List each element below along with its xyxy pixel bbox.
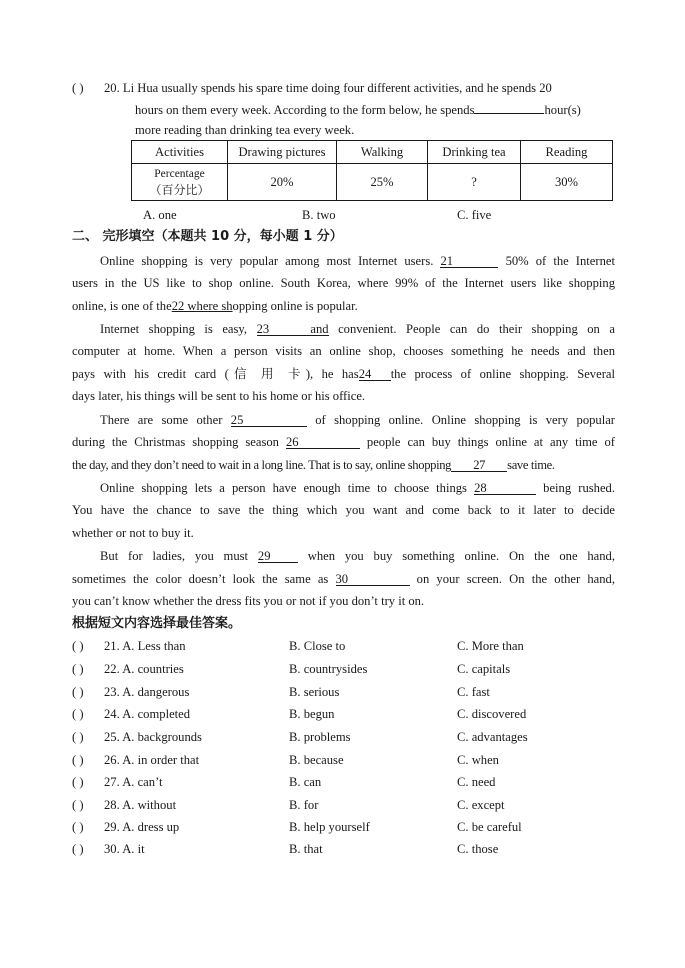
blank-23[interactable]: 23 and [256, 322, 329, 336]
passage-p3-line-3 [72, 457, 555, 473]
table-cell: 20% [228, 164, 337, 201]
option-c[interactable]: C. except [457, 798, 505, 812]
q20-option-a[interactable]: A. one [143, 208, 177, 222]
option-a[interactable]: 21. A. Less than [104, 639, 186, 653]
table-header-cell: Reading [521, 141, 613, 164]
option-c[interactable]: C. advantages [457, 730, 528, 744]
passage-p2-line-1 [100, 321, 615, 337]
passage-text: on your screen. On the other hand, [416, 572, 615, 586]
table-header-cell: Walking [337, 141, 428, 164]
answer-bracket[interactable]: ( ) [72, 798, 84, 812]
option-b[interactable]: B. begun [289, 707, 335, 721]
option-c[interactable]: C. need [457, 775, 496, 789]
passage-text: online, is one of the [72, 299, 172, 313]
passage-p5-line-3: you can’t know whether the dress fits you or not if you don’t try it on. [72, 594, 425, 608]
answer-bracket[interactable]: ( ) [72, 753, 84, 767]
option-c[interactable]: C. those [457, 842, 499, 856]
table-cell: ? [428, 164, 521, 201]
q20-line-3: more reading than drinking tea every week. [135, 123, 355, 137]
option-c[interactable]: C. More than [457, 639, 524, 653]
q20-option-b[interactable]: B. two [302, 208, 336, 222]
passage-text: during the Christmas shopping season [72, 435, 279, 449]
option-b[interactable]: B. serious [289, 685, 340, 699]
blank-29[interactable]: 29 [258, 550, 298, 563]
passage-text: There are some other [100, 413, 223, 427]
table-row [132, 164, 613, 201]
option-a[interactable]: 26. A. in order that [104, 753, 200, 767]
passage-p2-line-4: days later, his things will be sent to his home or his office. [72, 389, 366, 403]
passage-text: But for ladies, you must [100, 549, 249, 563]
table-header-cell: Drinking tea [428, 141, 521, 164]
option-a[interactable]: 29. A. dress up [104, 820, 180, 834]
option-a[interactable]: 24. A. completed [104, 707, 191, 721]
table-header-cell: Activities [132, 141, 228, 164]
option-a[interactable]: 22. A. countries [104, 662, 184, 676]
option-c[interactable]: C. be careful [457, 820, 522, 834]
q20-bracket: ( ) [72, 81, 84, 95]
passage-text: being rushed. [543, 481, 615, 495]
option-b[interactable]: B. problems [289, 730, 351, 744]
blank-27[interactable]: 27 [451, 459, 507, 472]
passage-p2-line-3 [72, 366, 615, 382]
q20-line-2-text: hours on them every week. According to the form below, he spends [135, 103, 475, 117]
passage-text: ), he has [305, 367, 359, 381]
passage-p3-line-2 [72, 434, 615, 450]
option-c[interactable]: C. discovered [457, 707, 527, 721]
activity-table [131, 140, 613, 201]
passage-text: of shopping online. Online shopping is very popular [315, 413, 615, 427]
option-b[interactable]: B. for [289, 798, 319, 812]
table-header-row [132, 141, 613, 164]
blank-21[interactable]: 21 [440, 255, 498, 268]
option-c[interactable]: C. fast [457, 685, 490, 699]
option-b[interactable]: B. help yourself [289, 820, 370, 834]
passage-text: pays with his credit card ( [72, 367, 229, 381]
blank-22[interactable]: 22 where sh [171, 299, 233, 313]
q20-line-1: 20. Li Hua usually spends his spare time doing four different activities, and he spends 20 [104, 81, 552, 95]
passage-text-cn: 信 用 卡 [228, 366, 306, 381]
passage-text: sometimes the color doesn’t look the same as [72, 572, 329, 586]
option-a[interactable]: 25. A. backgrounds [104, 730, 202, 744]
passage-text: the process of online shopping. Several [390, 367, 615, 381]
q20-line-2-unit: hour(s) [544, 103, 581, 117]
option-b[interactable]: B. countrysides [289, 662, 368, 676]
option-a[interactable]: 27. A. can’t [104, 775, 163, 789]
passage-p5-line-1 [100, 548, 615, 564]
table-cell: 30% [521, 164, 613, 201]
blank-25[interactable]: 25 [231, 414, 307, 427]
passage-p5-line-2 [72, 571, 615, 587]
passage-text: Online shopping lets a person have enough time to choose things [100, 481, 467, 495]
passage-text: 50% of the Internet [505, 254, 615, 268]
instruction: 根据短文内容选择最佳答案。 [72, 616, 242, 631]
answer-bracket[interactable]: ( ) [72, 775, 84, 789]
passage-text: convenient. People can do their shopping on a [338, 322, 615, 336]
passage-text: Internet shopping is easy, [100, 322, 248, 336]
q20-option-c[interactable]: C. five [457, 208, 492, 222]
passage-text: when you buy something online. On the one hand, [307, 549, 616, 563]
option-b[interactable]: B. that [289, 842, 323, 856]
blank-26[interactable]: 26 [286, 436, 360, 449]
passage-text: Online shopping is very popular among most Internet users. [100, 254, 434, 268]
answer-bracket[interactable]: ( ) [72, 662, 84, 676]
option-b[interactable]: B. Close to [289, 639, 346, 653]
passage-text: save time. [507, 458, 555, 472]
table-cell: 25% [337, 164, 428, 201]
passage-p3-line-1 [100, 412, 615, 428]
passage-p1-line-3 [72, 298, 358, 314]
option-a[interactable]: 28. A. without [104, 798, 177, 812]
option-b[interactable]: B. because [289, 753, 344, 767]
q20-answer-blank[interactable] [474, 101, 544, 114]
passage-text: opping online is popular. [232, 299, 358, 313]
answer-bracket[interactable]: ( ) [72, 639, 84, 653]
option-c[interactable]: C. capitals [457, 662, 511, 676]
percentage-label-cn: （百分比） [149, 183, 210, 197]
option-b[interactable]: B. can [289, 775, 322, 789]
blank-24[interactable]: 24 [359, 368, 391, 381]
answer-bracket[interactable]: ( ) [72, 685, 84, 699]
passage-text: the day, and they don’t need to wait in a long line. That is to say, online shopping [72, 458, 452, 472]
answer-bracket[interactable]: ( ) [72, 820, 84, 834]
table-row-label [132, 164, 228, 201]
percentage-label: Percentage [154, 168, 205, 180]
passage-text: people can buy things online at any time of [366, 435, 615, 449]
passage-p4-line-1 [100, 480, 615, 496]
passage-p2-line-2: computer at home. When a person visits an online shop, chooses something he needs and then [72, 344, 615, 358]
passage-p4-line-3: whether or not to buy it. [72, 526, 194, 540]
answer-bracket[interactable]: ( ) [72, 730, 84, 744]
answer-bracket[interactable]: ( ) [72, 707, 84, 721]
answer-bracket[interactable]: ( ) [72, 842, 84, 856]
passage-p4-line-2: You have the chance to save the thing which you want and come back to it later to decide [72, 503, 615, 517]
section-2-title: 二、 完形填空（本题共 10 分，每小题 1 分） [72, 229, 343, 244]
option-c[interactable]: C. when [457, 753, 499, 767]
option-a[interactable]: 23. A. dangerous [104, 685, 190, 699]
q20-line-2 [135, 101, 581, 118]
blank-30[interactable]: 30 [336, 573, 410, 586]
option-a[interactable]: 30. A. it [104, 842, 145, 856]
passage-p1-line-1 [100, 253, 615, 269]
blank-28[interactable]: 28 [474, 482, 536, 495]
table-header-cell: Drawing pictures [228, 141, 337, 164]
passage-p1-line-2: users in the US like to shop online. South Korea, where 99% of the Internet users like shopping [72, 276, 615, 290]
